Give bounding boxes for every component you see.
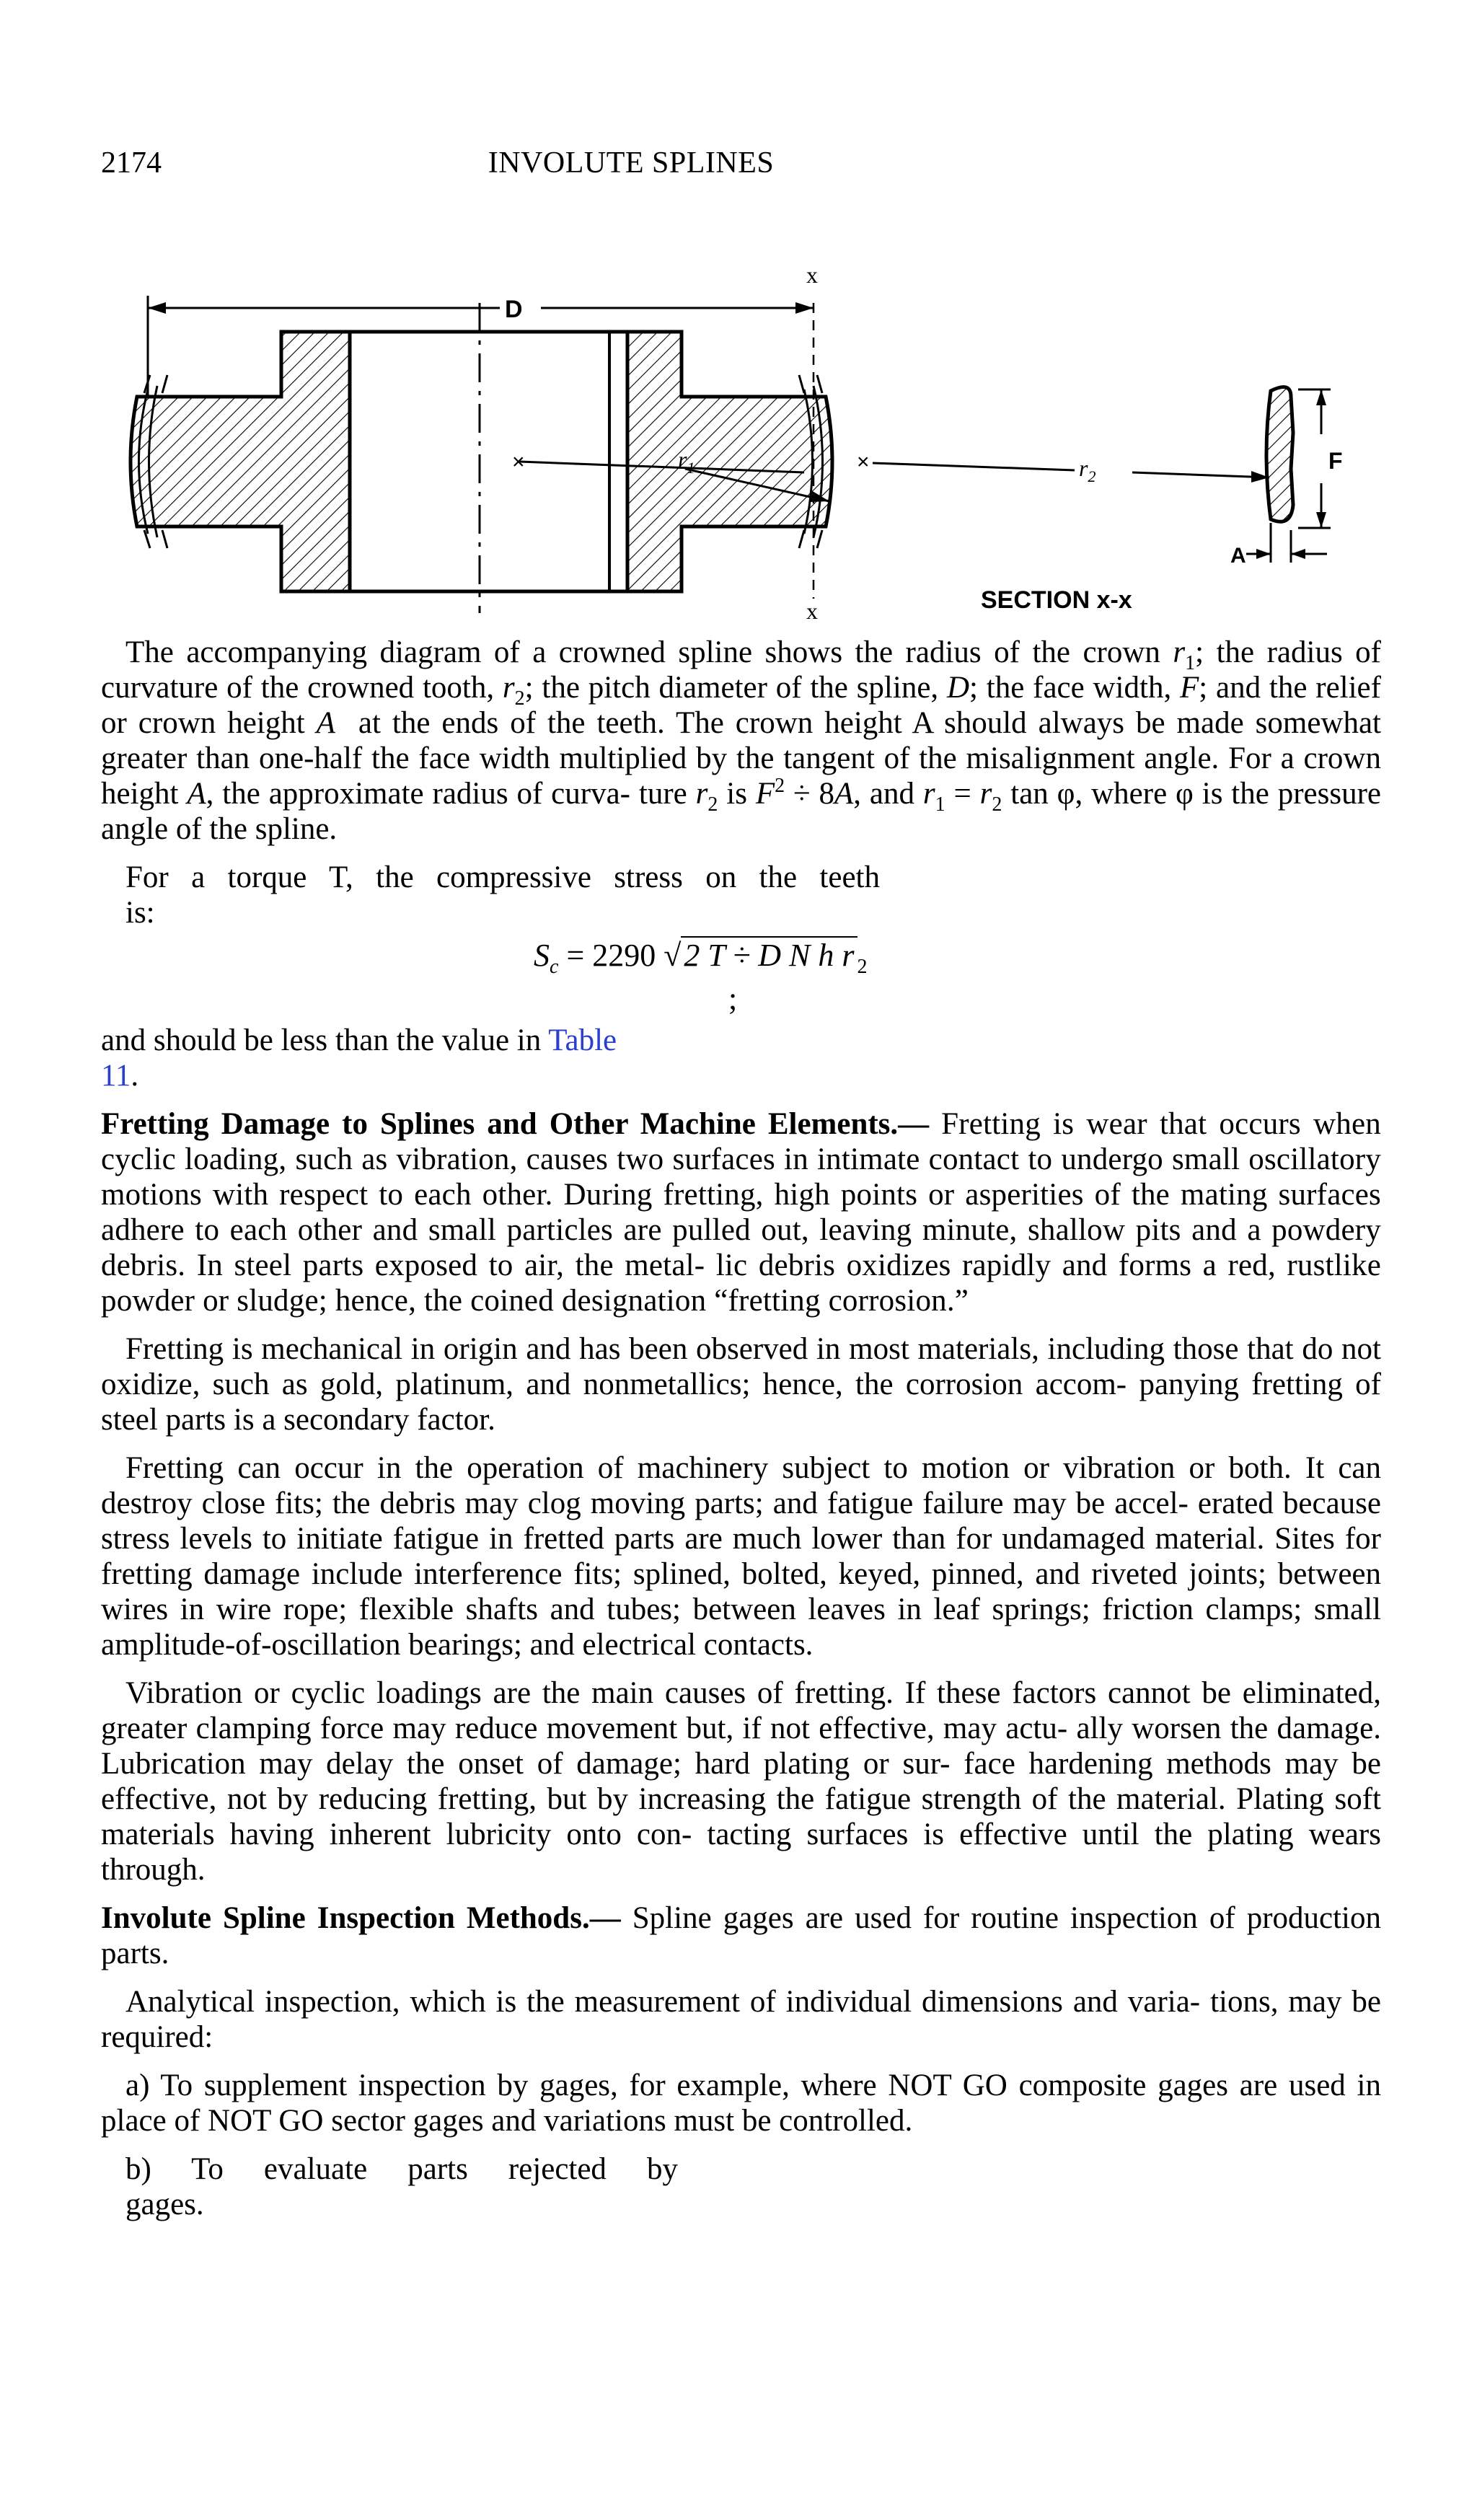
paragraph-fretting-intro: Fretting Damage to Splines and Other Machine Elements.— Fretting is wear that occurs when cyclic loading, such as vibration, causes two surfaces in intimate contact to undergo small oscillatory motions with respect to each other. During fretting, high points or asperities of the mating surfaces adhere to each other and small particles are pulled out, leaving minute, shallow pits and a powdery debris. In steel parts exposed to air, the metal- lic debris oxidizes rapidly and forms a red, rustlike powder or sludge; hence, the coined designation “fretting corrosion.” [101, 1107, 1381, 1318]
paragraph-torque-intro-end: is: [125, 896, 155, 930]
section-heading-inspection: Involute Spline Inspection Methods.— [101, 1901, 621, 1935]
list-item-b: b) To evaluate parts rejected by [125, 2152, 678, 2186]
paragraph-crowned-spline: The accompanying diagram of a crowned spline shows the radius of the crown $r_1$; the radius of curvature of the crowned tooth, $r_2$; the pitch diameter of the spline, D; the face width, F; and the relief or crown height A at the ends of the teeth. The crown height A should always be made somewhat greater than one-half the face width multiplied by the tangent of the misalignment angle. For a crown height A, the approximate radius of curva- ture $r_2$ is $F^2 \div 8A$, and $r_1 = r_2$ tan φ, where φ is the pressure angle of the spline. [101, 635, 1382, 846]
section-caption: SECTION x-x [981, 586, 1132, 614]
face-width-F-label: F [1328, 448, 1343, 474]
crown-height-A-label: A [1230, 544, 1246, 568]
running-head [101, 141, 1385, 185]
running-title: INVOLUTE SPLINES [488, 146, 775, 180]
paragraph-analytical-inspection: Analytical inspection, which is the measurement of individual dimensions and varia- tions, may be required: [101, 1985, 1381, 2054]
r2-label: $r_2$ [1079, 455, 1096, 485]
section-heading-fretting: Fretting Damage to Splines and Other Machine Elements.— [101, 1107, 930, 1141]
spline-right-section [627, 332, 832, 591]
table-11-link[interactable]: Table [548, 1023, 617, 1057]
dimension-D-label: D [505, 296, 523, 323]
spline-bore [350, 332, 627, 591]
crowned-tooth-section [1266, 387, 1293, 522]
crowned-spline-diagram [108, 252, 1356, 627]
r1-label: $r_1$ [678, 446, 695, 477]
list-item-a: a) To supplement inspection by gages, for example, where NOT GO composite gages are used in place of NOT GO sector gages and variations must be controlled. [101, 2069, 1381, 2138]
paragraph-table-reference: and should be less than the value in Table [101, 1023, 617, 1057]
paragraph-table-reference-end: 11. [101, 1059, 139, 1093]
paragraph-fretting-causes: Vibration or cyclic loadings are the main causes of fretting. If these factors cannot be eliminated, greater clamping force may reduce movement but, if not effective, may actu- ally worsen the damage. Lubrication may delay the onset of damage; hard plating or sur- face hardening methods may be effective, not by reducing fretting, but by increasing the fatigue strength of the material. Plating soft materials having inherent lubricity onto con- tacting surfaces is effective until the plating wears through. [101, 1676, 1381, 1887]
section-mark-bottom: x [806, 598, 818, 624]
table-11-link-cont[interactable]: 11 [101, 1059, 131, 1093]
crowned-spline-figure [108, 252, 1356, 627]
body-text [101, 635, 1381, 2235]
compressive-stress-formula: $S_c = 2290$ √2 T ÷ D N h r $_2$ ; [534, 938, 868, 1016]
section-mark-top: x [806, 262, 818, 288]
paragraph-inspection-intro: Involute Spline Inspection Methods.— Spline gages are used for routine inspection of production parts. [101, 1901, 1381, 1970]
svg-text:×: × [857, 450, 870, 474]
list-item-b-end: gages. [125, 2188, 204, 2221]
page-number: 2174 [101, 146, 162, 180]
paragraph-torque-intro: For a torque T, the compressive stress on the teeth [125, 860, 880, 894]
paragraph-fretting-origin: Fretting is mechanical in origin and has been observed in most materials, including those that do not oxidize, such as gold, platinum, and nonmetallics; hence, the corrosion accom- panying fretting of steel parts is a secondary factor. [101, 1332, 1381, 1437]
svg-text:×: × [512, 450, 525, 474]
spline-left-section [131, 332, 350, 591]
paragraph-fretting-sites: Fretting can occur in the operation of machinery subject to motion or vibration or both. It can destroy close fits; the debris may clog moving parts; and fatigue failure may be accel- erated because stress levels to initiate fatigue in fretted parts are much lower than for undamaged material. Sites for fretting damage include interference fits; splined, bolted, keyed, pinned, and riveted joints; between wires in wire rope; flexible shafts and tubes; between leaves in leaf springs; friction clamps; small amplitude-of-oscillation bearings; and electrical contacts. [101, 1451, 1381, 1662]
